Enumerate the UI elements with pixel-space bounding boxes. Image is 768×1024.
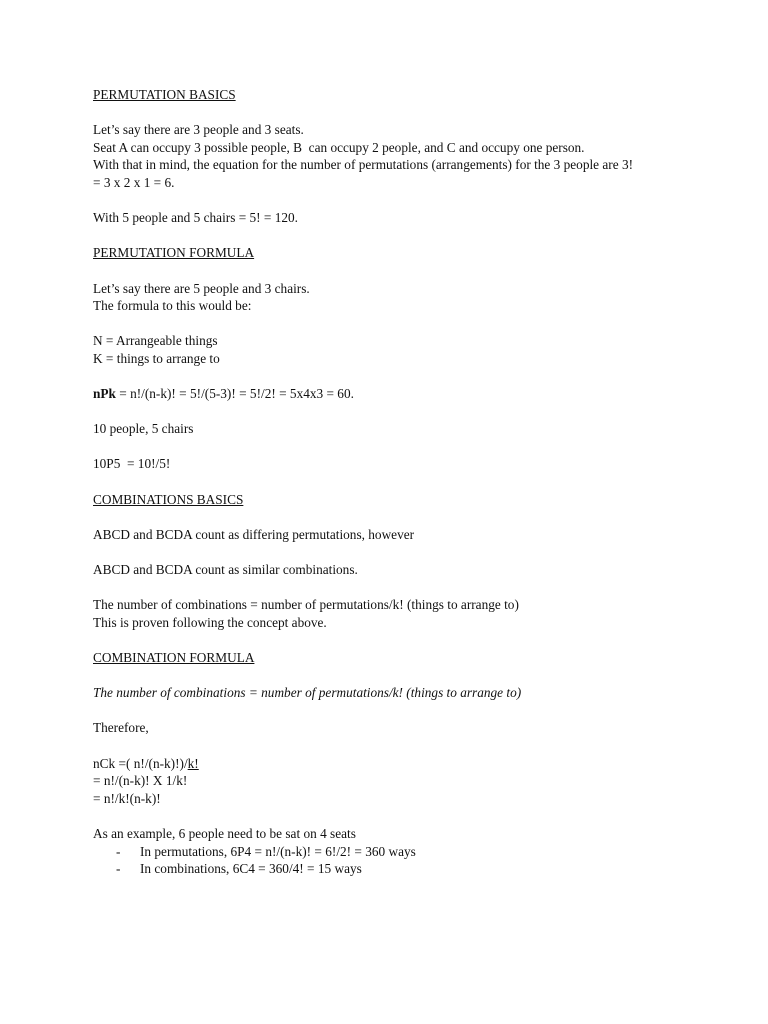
spacer [93, 473, 683, 491]
spacer [93, 438, 683, 456]
spacer [93, 192, 683, 210]
list-item-text: In combinations, 6C4 = 360/4! = 15 ways [140, 861, 362, 877]
spacer [93, 543, 683, 561]
spacer [93, 315, 683, 333]
document-page [93, 86, 683, 878]
spacer [93, 631, 683, 649]
paragraph-line: This is proven following the concept above. [93, 614, 327, 630]
spacer [93, 508, 683, 526]
paragraph-line: ABCD and BCDA count as similar combinations. [93, 562, 358, 578]
bullet-dash: - [116, 843, 121, 859]
definition-k: K = things to arrange to [93, 350, 220, 366]
heading-permutation-formula: PERMUTATION FORMULA [93, 245, 255, 261]
paragraph-line: ABCD and BCDA count as differing permutations, however [93, 526, 415, 542]
heading-combination-formula: COMBINATION FORMULA [93, 650, 255, 665]
paragraph-line: With 5 people and 5 chairs = 5! = 120. [93, 210, 299, 226]
spacer [93, 368, 683, 386]
spacer [93, 579, 683, 597]
spacer [93, 403, 683, 421]
list-item [93, 860, 683, 878]
paragraph-line: Seat A can occupy 3 possible people, B can occupy 2 people, and C and occupy one person. [93, 139, 585, 155]
list-item [93, 843, 683, 861]
spacer [93, 227, 683, 245]
ncr-equation-3: = n!/k!(n-k)! [93, 790, 161, 806]
heading-combinations-basics: COMBINATIONS BASICS [93, 491, 244, 507]
equation-part: nCk =( n!/(n-k)!)/ [93, 755, 188, 771]
list-item-text: In permutations, 6P4 = n!/(n-k)! = 6!/2! = 360 ways [140, 843, 416, 859]
spacer [93, 737, 683, 755]
paragraph-line: The formula to this would be: [93, 298, 252, 314]
ncr-equation-2: = n!/(n-k)! X 1/k! [93, 773, 188, 789]
npk-formula [93, 385, 683, 403]
spacer [93, 702, 683, 720]
italic-statement: The number of combinations = number of permutations/k! (things to arrange to) [93, 685, 522, 701]
paragraph-line: Let’s say there are 5 people and 3 chairs. [93, 280, 310, 296]
npk-expression: = n!/(n-k)! = 5!/(5-3)! = 5!/2! = 5x4x3 = 60. [115, 386, 354, 402]
spacer [93, 262, 683, 280]
paragraph-line: Let’s say there are 3 people and 3 seats. [93, 122, 304, 138]
paragraph-line: The number of combinations = number of permutations/k! (things to arrange to) [93, 597, 519, 613]
paragraph-line: As an example, 6 people need to be sat on 4 seats [93, 825, 356, 841]
equation-denominator: k! [187, 755, 199, 771]
ncr-equation-1 [93, 755, 683, 773]
example-formula: 10P5 = 10!/5! [93, 456, 171, 472]
npk-label: nPk [93, 386, 116, 402]
heading-permutation-basics: PERMUTATION BASICS [93, 87, 236, 102]
paragraph-line: 10 people, 5 chairs [93, 421, 194, 437]
paragraph-line: Therefore, [93, 720, 149, 736]
spacer [93, 104, 683, 122]
paragraph-line: = 3 x 2 x 1 = 6. [93, 174, 175, 190]
definition-n: N = Arrangeable things [93, 333, 218, 349]
spacer [93, 667, 683, 685]
bullet-dash: - [116, 861, 121, 877]
paragraph-line: With that in mind, the equation for the number of permutations (arrangements) for the 3 people are 3! [93, 157, 634, 173]
spacer [93, 807, 683, 825]
